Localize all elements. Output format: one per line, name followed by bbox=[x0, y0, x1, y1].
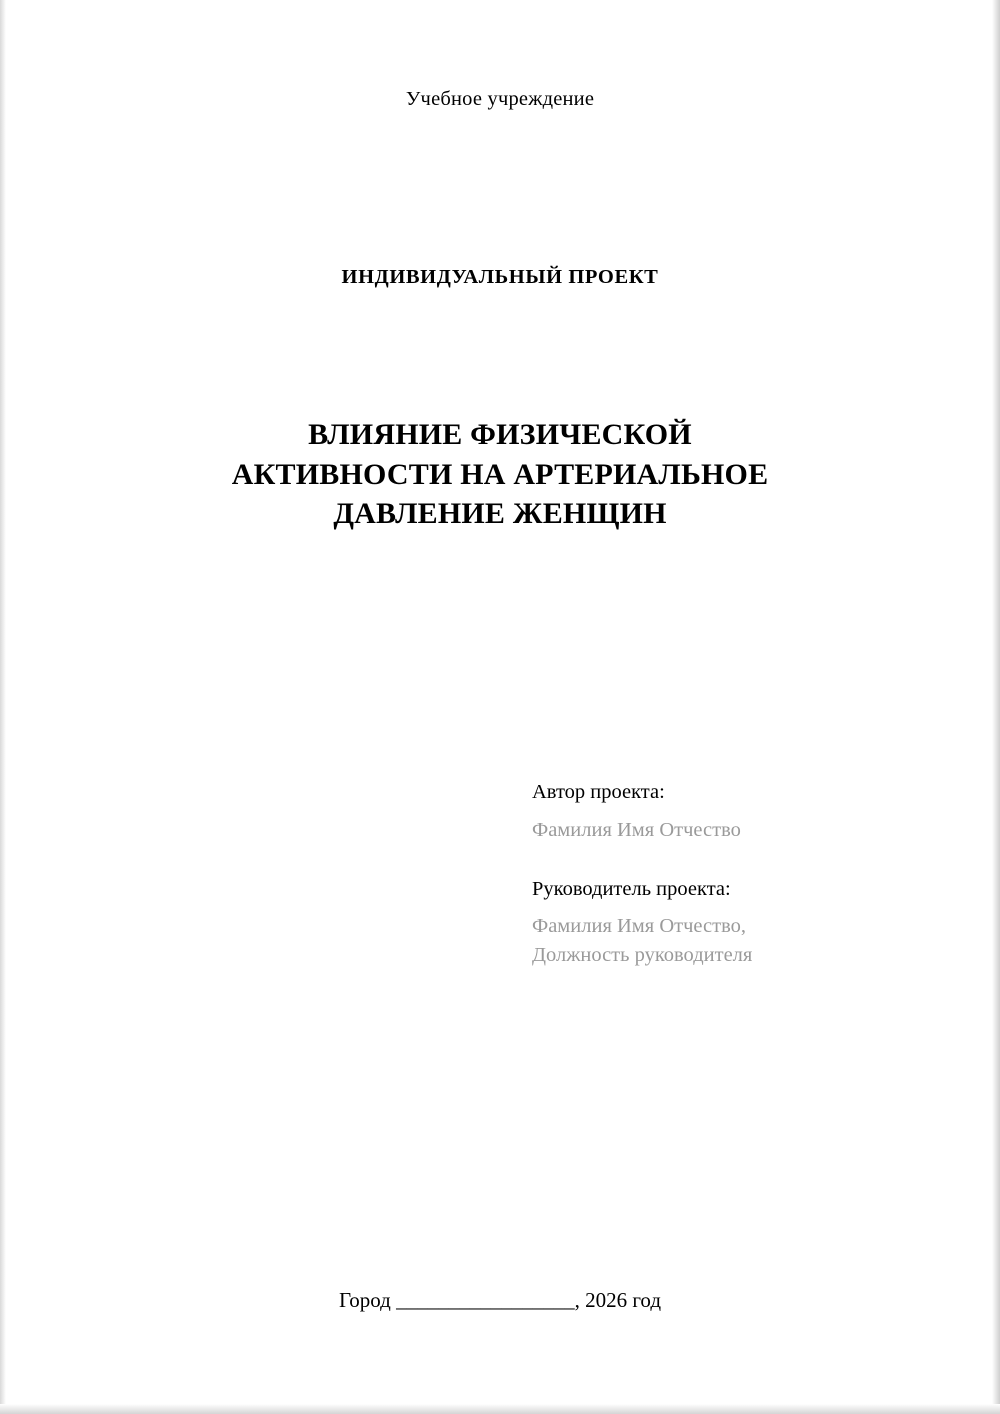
author-block bbox=[532, 782, 880, 845]
page-edge-shadow-right bbox=[992, 0, 1000, 1414]
supervisor-value-line-2: Должность руководителя bbox=[532, 944, 753, 967]
author-label: Автор проекта: bbox=[532, 781, 665, 803]
author-value: Фамилия Имя Отчество bbox=[532, 818, 741, 841]
credits-block bbox=[532, 782, 880, 970]
project-type-heading: ИНДИВИДУАЛЬНЫЙ ПРОЕКТ bbox=[341, 266, 659, 288]
page-title-line-1: ВЛИЯНИЕ ФИЗИЧЕСКОЙ bbox=[308, 418, 692, 451]
supervisor-block bbox=[532, 879, 880, 971]
page-title-line-3: ДАВЛЕНИЕ ЖЕНЩИН bbox=[333, 497, 667, 531]
page-content bbox=[120, 0, 880, 1414]
institution-name: Учебное учреждение bbox=[405, 88, 595, 110]
page-title bbox=[120, 415, 880, 534]
supervisor-label: Руководитель проекта: bbox=[532, 877, 731, 900]
city-and-year-footer: Город _________________, 2026 год bbox=[338, 1288, 662, 1312]
page-title-line-2: АКТИВНОСТИ НА АРТЕРИАЛЬНОЕ bbox=[231, 457, 769, 491]
page-edge-shadow-left bbox=[0, 0, 6, 1414]
supervisor-value-line-1: Фамилия Имя Отчество, bbox=[532, 915, 746, 938]
